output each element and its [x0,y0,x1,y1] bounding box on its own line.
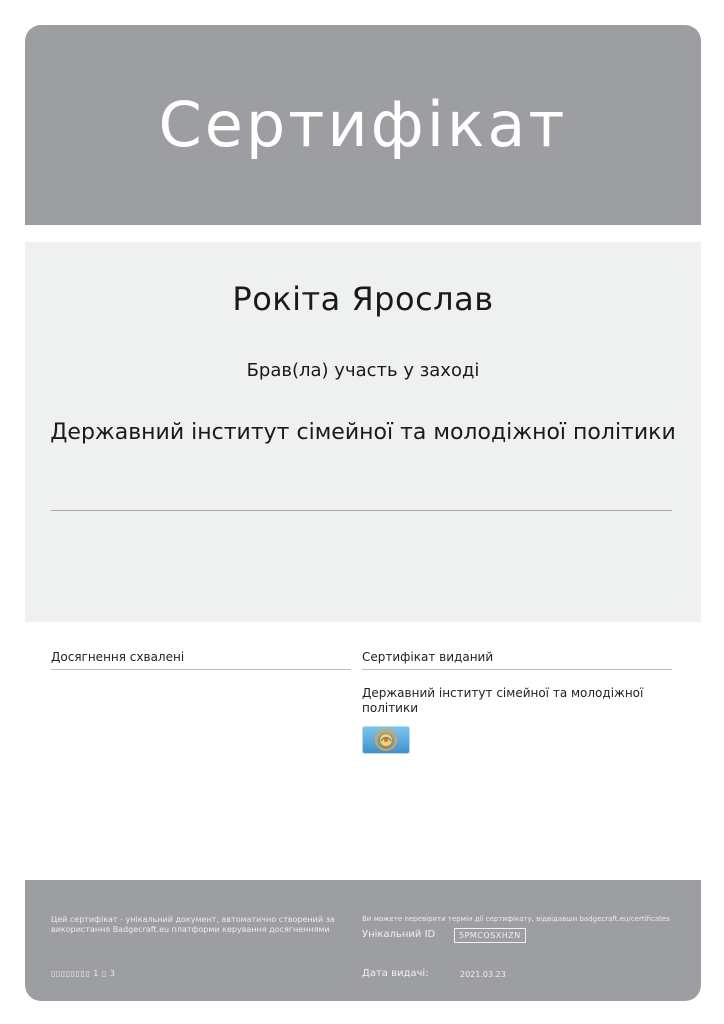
approved-heading: Досягнення схвалені [51,650,185,664]
certificate-header [25,25,701,225]
certificate-footer [25,880,701,1001]
issued-divider [362,669,672,670]
page-indicator: ▯▯▯▯▯▯▯▯ 1 ▯ 3 [51,969,116,978]
issue-date-label: Дата видачі: [362,968,429,979]
approved-divider [51,669,351,670]
unique-id-value: 5PMCOSXHZN [454,928,526,943]
recipient-name: Рокіта Ярослав [232,280,494,318]
issuer-logo-icon [362,726,410,754]
footer-note: Цей сертифікат - унікальний документ, автоматично створений за використання Badgecraft.eu платформи керування досягненнями [51,915,335,934]
issuer-name: Державний інститут сімейної та молодіжної політики [362,686,644,715]
event-name: Державний інститут сімейної та молодіжної політики [50,420,676,445]
participation-text: Брав(ла) участь у заході [246,360,480,381]
issued-heading: Сертифікат виданий [362,650,494,664]
issue-date-value: 2021.03.23 [460,970,506,979]
certificate-title: Сертифікат [158,87,568,161]
certificate-body [25,242,701,622]
unique-id-label: Унікальний ID [362,929,436,940]
body-divider [51,510,672,511]
verify-text: Ви можете перевірити термін дії сертифікату, відвідавши badgecraft.eu/certificates [362,915,670,923]
